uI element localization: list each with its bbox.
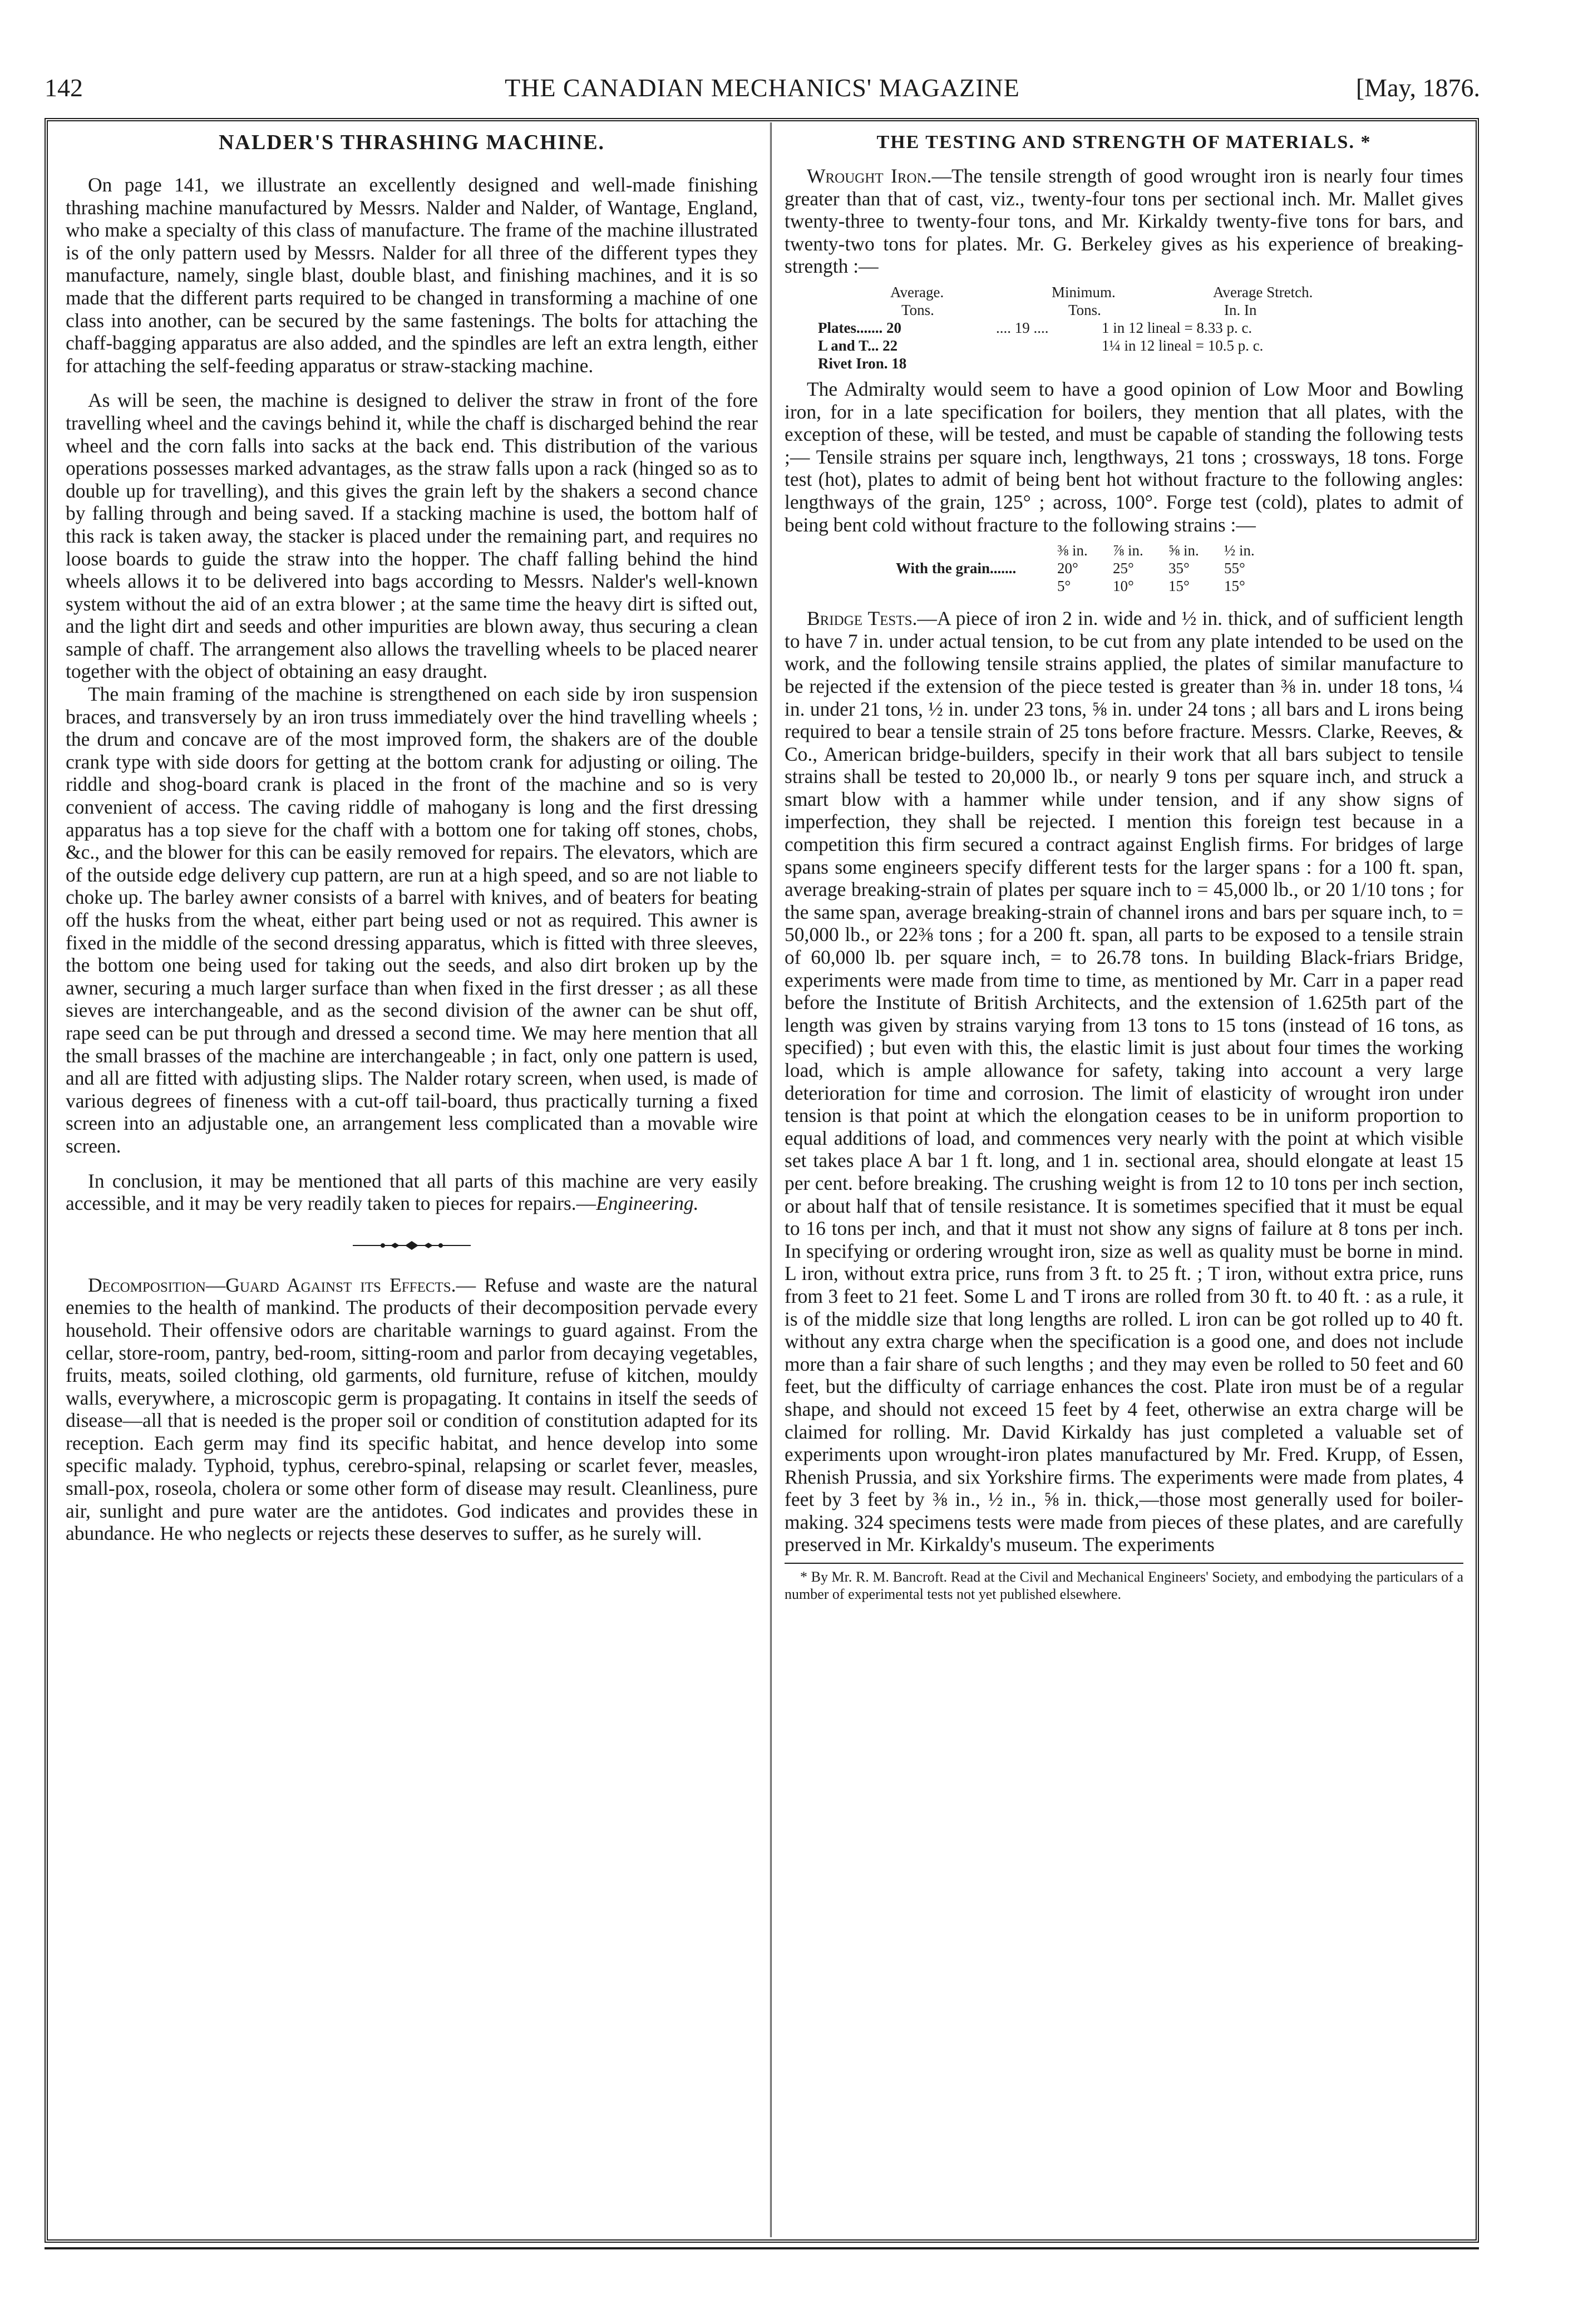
right-column (785, 129, 1463, 1603)
table-cell: 1¼ in 12 lineal = 10.5 p. c. (1102, 337, 1264, 354)
wrought-iron-paragraph (785, 165, 1463, 278)
table-cell: L and T... 22 (818, 337, 898, 354)
table-row (818, 354, 1463, 372)
paragraph: As will be seen, the machine is designed to deliver the straw in front of the fore travelling wheel and the cavings behind it, while the chaff is discharged behind the rear wheel and the corn falls into sacks at the back end. This distribution of the various operations possesses marked advantages, as the straw falls upon a rack (hinged so as to double up for travelling), and this gives the grain left by the shakers a second chance by falling through and being saved. If a stacking machine is used, the bottom half of this rack is taken away, the stacker is placed under the remaining part, and requires no loose boards to guide the straw into the hopper. The chaff falling behind the hind wheels allows it to be delivered into bags according to Messrs. Nalder's well-known system without the aid of an extra blower ; at the same time the heavy dirt is sifted out, and the light dirt and seeds and other impurities are blown away, thus securing a clean sample of chaff. The arrangement also allows the travelling wheels to be placed nearer together with the object of obtaining an easy draught. (66, 389, 758, 683)
table-cell: 15° (1168, 578, 1190, 595)
table-header: ⅜ in. (1057, 542, 1088, 559)
table-cell: With the grain....... (896, 560, 1017, 577)
table-cell: 15° (1224, 578, 1245, 595)
source-credit: Engineering. (596, 1192, 699, 1215)
table-cell: Plates....... 20 (818, 319, 901, 336)
article-title-thrashing-machine: NALDER'S THRASHING MACHINE. (218, 131, 605, 154)
table-cell: 25° (1113, 560, 1134, 577)
table-cell: 20° (1057, 560, 1078, 577)
table-header: ½ in. (1224, 542, 1255, 559)
table-cell: 35° (1168, 560, 1190, 577)
paragraph: The main framing of the machine is strengthened on each side by iron suspension braces, and transversely by an iron truss immediately over the hind travelling wheels ; the drum and concave are of the most improved form, the shakers are of the double crank type with side doors for getting at the bottom crank for adjusting or oiling. The riddle and shog-board crank is placed in the front of the machine and so is very convenient of access. The caving riddle of mahogany is long and the first dressing apparatus has a top sieve for the chaff with a bottom one for taking off stones, chobs, &c., and the blower for this can be easily removed for repairs. The elevators, which are of the outside edge delivery cup pattern, are run at a high speed, and so are not liable to choke up. The barley awner consists of a barrel with knives, and of beaters for beating off the husks from the wheat, either part being used or not as required. This awner is fixed in the middle of the second dressing apparatus, which is fitted with three sleeves, the bottom one being used for taking out the seeds, and also dirt broken up by the awner, securing a much larger surface than when fixed in the first dresser ; as all these sieves are interchangeable, and as the second division of the awner can be shut off, rape seed can be put through and dressed a second time. We may here mention that all the small brasses of the machine are interchangeable ; in fact, only one pattern is used, and all are fitted with adjusting slips. The Nalder rotary screen, when used, is made of various degrees of fineness with a cut-off tail-board, thus practically turning a fixed screen into an adjustable one, an arrangement less complicated than a movable wire screen. (66, 683, 758, 1157)
decomposition-lead: Decomposition—Guard Against its Effects. (88, 1273, 456, 1296)
breaking-strength-table (818, 283, 1463, 372)
table-row (818, 337, 1463, 354)
table-unit: In. In (1224, 301, 1257, 318)
left-column (66, 129, 758, 1545)
table-row (818, 319, 1463, 337)
table-cell: Rivet Iron. 18 (818, 354, 907, 372)
table-cell: 1 in 12 lineal = 8.33 p. c. (1102, 319, 1252, 336)
decomposition-text: — Refuse and waste are the natural enemies to the health of mankind. The products of their decomposition pervade every household. Their offensive odors are charitable warnings to guard against. From the cellar, store-room, pantry, bed-room, sitting-room and parlor from decaying vegetables, fruits, meats, soiled clothing, old garments, old furniture, refuse of kitchen, mouldy walls, everywhere, a microscopic germ is propagating. It contains in itself the seeds of disease—all that is needed is the proper soil or condition of constitution adapted for its reception. Each germ may find its specific habitat, and hence develop into some specific malady. Typhoid, typhus, cerebro-spinal, relapsing or scarlet fever, measles, small-pox, roseola, cholera or some other form of disease may result. Cleanliness, pure air, sunlight and pure water are the antidotes. God indicates and provides these in abundance. He who neglects or rejects these deserves to suffer, as he surely will. (66, 1273, 758, 1545)
table-unit: Tons. (901, 301, 934, 318)
issue-date: [May, 1876. (1355, 73, 1480, 102)
table-header: Average. (890, 283, 944, 301)
paragraph: On page 141, we illustrate an excellently designed and well-made finishing thrashing machine manufactured by Messrs. Nalder and Nalder, of Wantage, England, who make a specialty of this class of manufacture. The frame of the machine illustrated is of the only pattern used by Messrs. Nalder for all three of the different types they manufacture, namely, single blast, double blast, and finishing machines, and it is so made that the different parts required to be changed in transforming a machine of one class into another, can be secured by the same fastenings. The bolts for attaching the chaff-bagging apparatus are also added, and the spindles are left an extra length, either for attaching the self-feeding apparatus or straw-stacking machine. (66, 174, 758, 377)
table-header: ⅞ in. (1113, 542, 1143, 559)
footnote-rule (785, 1563, 1463, 1564)
ornament-divider (66, 1239, 758, 1252)
article-title-testing-materials: THE TESTING AND STRENGTH OF MATERIALS. * (876, 132, 1372, 152)
paragraph-conclusion (66, 1170, 758, 1215)
table-cell: 55° (1224, 560, 1245, 577)
page-number: 142 (45, 73, 83, 102)
bridge-tests-lead: Bridge Tests. (807, 607, 918, 630)
table-row (785, 577, 1463, 595)
table-header-row (785, 541, 1463, 559)
bridge-tests-text: —A piece of iron 2 in. wide and ½ in. thick, and of sufficient length to have 7 in. under actual tension, to be cut from any plate intended to be used on the work, and the following tensile strains applied, the plates of similar manufacture to be rejected if the extension of the piece tested is greater than ⅜ in. under 18 tons, ¼ in. under 21 tons, ½ in. under 23 tons, ⅝ in. under 24 tons ; all bars and L irons being required to bear a tensile strain of 25 tons before fracture. Messrs. Clarke, Reeves, & Co., American bridge-builders, specify in their work that all bars subject to tensile strains shall be tested to 20,000 lb., or nearly 9 tons per square inch, and struck a smart blow with a hammer while under tension, and if any show signs of imperfection, they shall be rejected. I mention this foreign test because in a competition this firm secured a contract against English firms. For bridges of large spans some engineers specify different tests for the larger spans : for a 100 ft. span, average breaking-strain of plates per square inch to = 45,000 lb., or 20 1/10 tons ; for the same span, average breaking-strain of channel irons and bars per square inch, to = 50,000 lb., or 22⅜ tons ; for a 200 ft. span, all parts to be exposed to a tensile strain of 60,000 lb. per square inch, = to 26.78 tons. In building Black-friars Bridge, experiments were made from time to time, as mentioned by Mr. Carr in a paper read before the Institute of British Architects, and the extension of 1.625th part of the length was given by strains varying from 13 tons to 15 tons (instead of 16 tons, as specified) ; but even with this, the elastic limit is just about four times the working load, which is ample allowance for safety, taking into account a very large deterioration for time and corrosion. The limit of elasticity of wrought iron under tension is that point at which the elongation ceases to be in uniform proportion to equal additions of load, and commences very nearly with the point at which visible set takes place A bar 1 ft. long, and 1 in. sectional area, should elongate at least 15 per cent. before breaking. The crushing weight is from 12 to 10 tons per inch section, or about half that of tensile resistance. It is sometimes specified that it must be equal to 16 tons per inch, and that it must not show any signs of failure at 8 tons per inch. In specifying or ordering wrought iron, size as well as quality must be borne in mind. L iron, without extra price, runs from 3 ft. to 25 ft. ; T iron, without extra price, runs from 3 feet to 21 feet. Some L and T irons are rolled from 30 ft. to 40 ft. : as a rule, it is of the middle size that long lengths are rolled. L iron can be got rolled up to 40 ft. without any extra charge when the specification is a good one, and does not include more than a fair share of such lengths ; and they may even be rolled to 50 feet and 60 feet, but the difficulty of carriage enhances the cost. Plate iron must be of a regular shape, and should not exceed 15 feet by 4 feet, otherwise an extra charge will be claimed for rolling. Mr. David Kirkaldy has just completed a valuable set of experiments upon wrought-iron plates manufactured by Mr. Fred. Krupp, of Essen, Rhenish Prussia, and six Yorkshire firms. The experiments were made from plates, 4 feet by 3 feet by ⅜ in., ½ in., ⅝ in. thick,—those most generally used for boiler-making. 324 specimens tests were made from pieces of these plates, and are carefully preserved in Mr. Kirkaldy's museum. The experiments (785, 607, 1463, 1556)
table-header-row (818, 283, 1463, 301)
table-units-row (818, 301, 1463, 319)
footnote: * By Mr. R. M. Bancroft. Read at the Civil and Mechanical Engineers' Society, and embodying the particulars of a number of experimental tests not yet published elsewhere. (785, 1569, 1463, 1603)
bottom-rule (45, 2247, 1479, 2249)
bridge-tests-paragraph (785, 607, 1463, 1556)
decomposition-paragraph (66, 1274, 758, 1545)
ornament-icon (351, 1239, 473, 1252)
table-cell (996, 337, 1102, 354)
bending-strain-table (785, 541, 1463, 595)
table-cell: .... 19 .... (996, 319, 1049, 336)
table-cell: 5° (1057, 578, 1071, 595)
wrought-iron-text: —The tensile strength of good wrought iron is nearly four times greater than that of cast, viz., twenty-four tons per sectional inch. Mr. Mallet gives twenty-three to twenty-four tons, and Mr. Kirkaldy twenty-five tons for bars, and twenty-two tons for plates. Mr. G. Berkeley gives as his experience of breaking-strength :— (785, 165, 1463, 278)
magazine-title: THE CANADIAN MECHANICS' MAGAZINE (505, 73, 1020, 102)
table-row (785, 559, 1463, 577)
table-header: Average Stretch. (1213, 283, 1313, 301)
table-cell: 10° (1113, 578, 1134, 595)
table-header: Minimum. (1052, 283, 1116, 301)
running-header (45, 66, 1480, 110)
table-unit: Tons. (1068, 301, 1101, 318)
conclusion-text: In conclusion, it may be mentioned that all parts of this machine are very easily accessible, and it may be very readily taken to pieces for repairs.— (66, 1169, 758, 1215)
wrought-iron-lead: Wrought Iron. (807, 165, 932, 187)
table-header: ⅝ in. (1168, 542, 1199, 559)
admiralty-paragraph: The Admiralty would seem to have a good opinion of Low Moor and Bowling iron, for in a late specification for boilers, they mention that all plates, with the exception of these, will be tested, and must be capable of standing the following tests ;— Tensile strains per square inch, lengthways, 21 tons ; crossways, 18 tons. Forge test (hot), plates to admit of being bent hot without fracture to the following angles: lengthways of the grain, 125° ; across, 100°. Forge test (cold), plates to admit of being bent cold without fracture to the following strains :— (785, 377, 1463, 536)
column-divider (770, 122, 772, 2237)
